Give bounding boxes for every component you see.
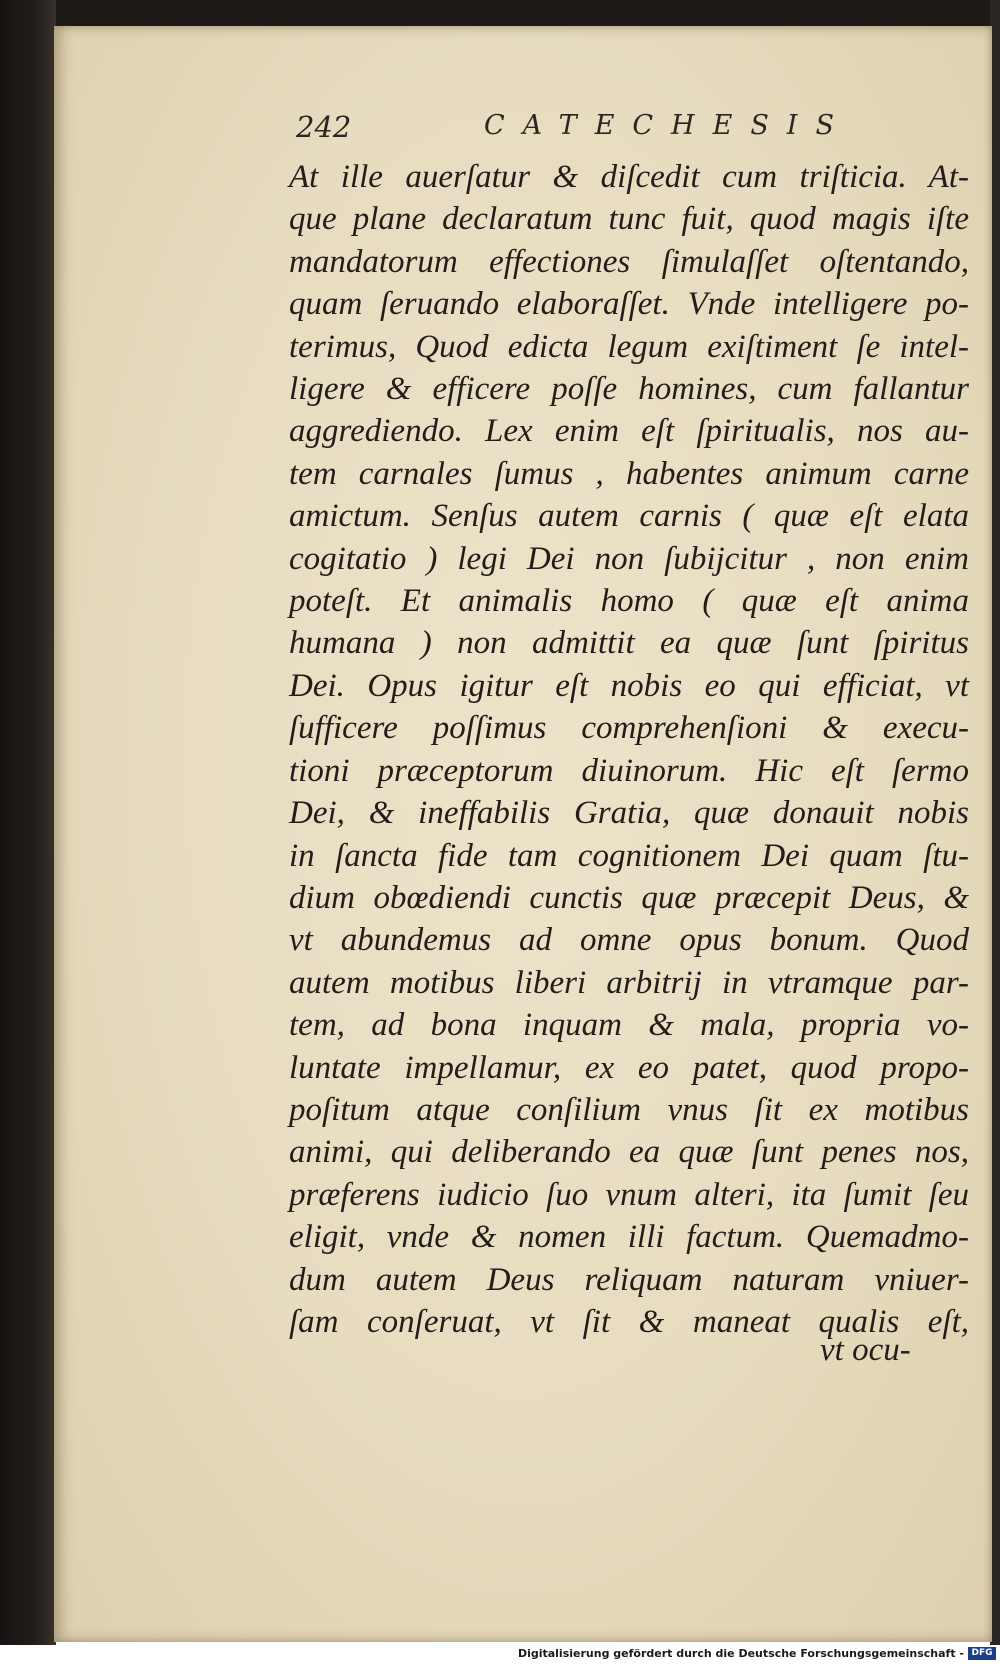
dfg-logo: DFG	[968, 1647, 996, 1660]
text-line: quam ſeruando elaboraſſet. Vnde intelligere po-	[289, 286, 969, 323]
digitization-footer	[0, 1645, 1000, 1664]
text-line: mandatorum effectiones ſimulaſſet oſtentando,	[289, 243, 969, 280]
scan-background-left	[0, 0, 56, 1645]
text-line: cogitatio ) legi Dei non ſubijcitur , non enim	[289, 540, 969, 577]
text-line: animi, qui deliberando ea quæ ſunt penes nos,	[289, 1134, 969, 1171]
text-line: ligere & efficere poſſe homines, cum fallantur	[289, 371, 969, 408]
text-line: dum autem Deus reliquam naturam vniuer-	[289, 1261, 969, 1298]
text-line: aggrediendo. Lex enim eſt ſpiritualis, nos au-	[289, 413, 969, 450]
text-line: autem motibus liberi arbitrij in vtramque par-	[289, 964, 969, 1001]
body-text	[289, 156, 969, 1343]
text-line: eligit, vnde & nomen illi factum. Quemadmo-	[289, 1219, 969, 1256]
text-line: tioni præceptorum diuinorum. Hic eſt ſermo	[289, 752, 969, 789]
catchword: vt ocu-	[820, 1332, 911, 1368]
text-line: tem carnales ſumus , habentes animum carne	[289, 455, 969, 492]
text-line: poſitum atque conſilium vnus ſit ex motibus	[289, 1091, 969, 1128]
text-line: dium obœdiendi cunctis quæ præcepit Deus, &	[289, 879, 969, 916]
text-line: terimus, Quod edicta legum exiſtiment ſe intel-	[289, 328, 969, 365]
text-line: luntate impellamur, ex eo patet, quod propo-	[289, 1049, 969, 1086]
text-line: tem, ad bona inquam & mala, propria vo-	[289, 1007, 969, 1044]
text-line: Dei. Opus igitur eſt nobis eo qui efficiat, vt	[289, 667, 969, 704]
text-line: ſufficere poſſimus comprehenſioni & execu-	[289, 710, 969, 747]
funding-credit: Digitalisierung gefördert durch die Deutsche Forschungsgemeinschaft -	[517, 1647, 964, 1660]
text-line: que plane declaratum tunc fuit, quod magis iſte	[289, 201, 969, 238]
running-head: CATECHESIS	[484, 110, 852, 141]
text-line: præferens iudicio ſuo vnum alteri, ita ſumit ſeu	[289, 1176, 969, 1213]
text-line: vt abundemus ad omne opus bonum. Quod	[289, 922, 969, 959]
page-number: 242	[296, 110, 352, 144]
page-header	[296, 110, 856, 150]
text-line: in ſancta fide tam cognitionem Dei quam ſtu-	[289, 837, 969, 874]
text-line: At ille auerſatur & diſcedit cum triſticia. At-	[289, 159, 969, 195]
text-line: amictum. Senſus autem carnis ( quæ eſt elata	[289, 498, 969, 535]
text-line: ſam conſeruat, vt ſit & maneat qualis eſt,	[289, 1303, 969, 1340]
scan-background-top	[0, 0, 1000, 26]
text-line: poteſt. Et animalis homo ( quæ eſt anima	[289, 583, 969, 620]
text-line: humana ) non admittit ea quæ ſunt ſpiritus	[289, 625, 969, 662]
text-line: Dei, & ineffabilis Gratia, quæ donauit nobis	[289, 795, 969, 832]
